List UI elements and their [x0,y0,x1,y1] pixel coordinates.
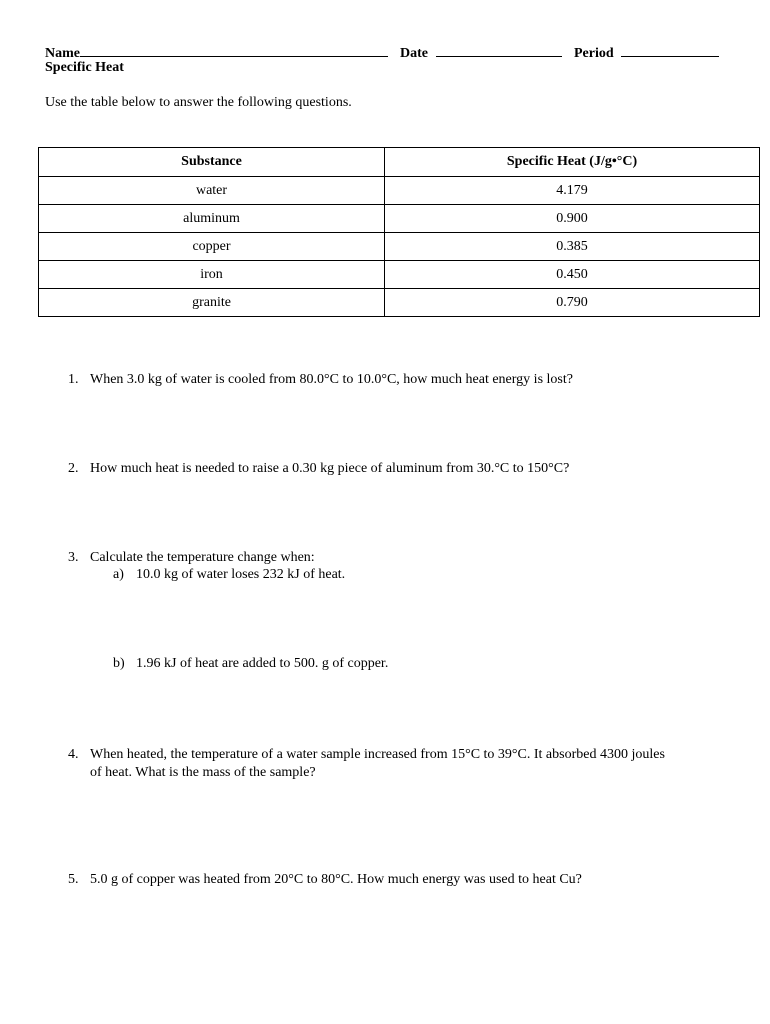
question-text: 5.0 g of copper was heated from 20°C to 80°C. How much energy was used to heat Cu? [90,872,582,887]
substance-cell: granite [39,289,385,317]
specific-heat-cell: 0.900 [385,205,760,233]
table-row [39,261,760,289]
question-3 [68,549,315,567]
date-blank[interactable] [436,42,562,57]
specific-heat-cell: 0.385 [385,233,760,261]
specific-heat-cell: 0.450 [385,261,760,289]
question-3a [113,567,345,583]
question-number: 2. [68,461,79,476]
substance-cell: iron [39,261,385,289]
question-number: 3. [68,550,79,565]
table-row [39,233,760,261]
name-field [45,42,388,62]
date-field [400,42,562,62]
question-number: 5. [68,872,79,887]
table-row [39,177,760,205]
substance-cell: copper [39,233,385,261]
question-2 [68,460,569,478]
table-row [39,205,760,233]
sub-question-text: 10.0 kg of water loses 232 kJ of heat. [136,567,346,582]
date-label: Date [400,46,428,61]
instructions: Use the table below to answer the following questions. [45,95,352,110]
page-title: Specific Heat [45,60,124,75]
question-text-line-1: When heated, the temperature of a water sample increased from 15°C to 39°C. It absorbed 4300 joules [90,747,665,762]
period-field [574,42,719,62]
question-4 [68,746,665,782]
period-label: Period [574,46,614,61]
substance-cell: water [39,177,385,205]
table-header-row [39,148,760,177]
question-number: 4. [68,747,79,762]
question-text: When 3.0 kg of water is cooled from 80.0°C to 10.0°C, how much heat energy is lost? [90,372,573,387]
sub-question-label: b) [113,656,125,671]
name-blank[interactable] [80,42,388,57]
column-header-substance: Substance [39,148,385,177]
specific-heat-cell: 4.179 [385,177,760,205]
question-5 [68,871,582,889]
substance-cell: aluminum [39,205,385,233]
period-blank[interactable] [621,42,719,57]
table-row [39,289,760,317]
name-label: Name [45,46,80,61]
question-text: How much heat is needed to raise a 0.30 kg piece of aluminum from 30.°C to 150°C? [90,461,570,476]
question-text-line-2: of heat. What is the mass of the sample? [90,765,316,780]
specific-heat-table [38,147,760,317]
question-3b [113,656,388,672]
sub-question-text: 1.96 kJ of heat are added to 500. g of copper. [136,656,389,671]
specific-heat-cell: 0.790 [385,289,760,317]
question-text: Calculate the temperature change when: [90,550,315,565]
question-number: 1. [68,372,79,387]
question-1 [68,371,573,389]
sub-question-label: a) [113,567,124,582]
column-header-specific-heat: Specific Heat (J/g•°C) [385,148,760,177]
